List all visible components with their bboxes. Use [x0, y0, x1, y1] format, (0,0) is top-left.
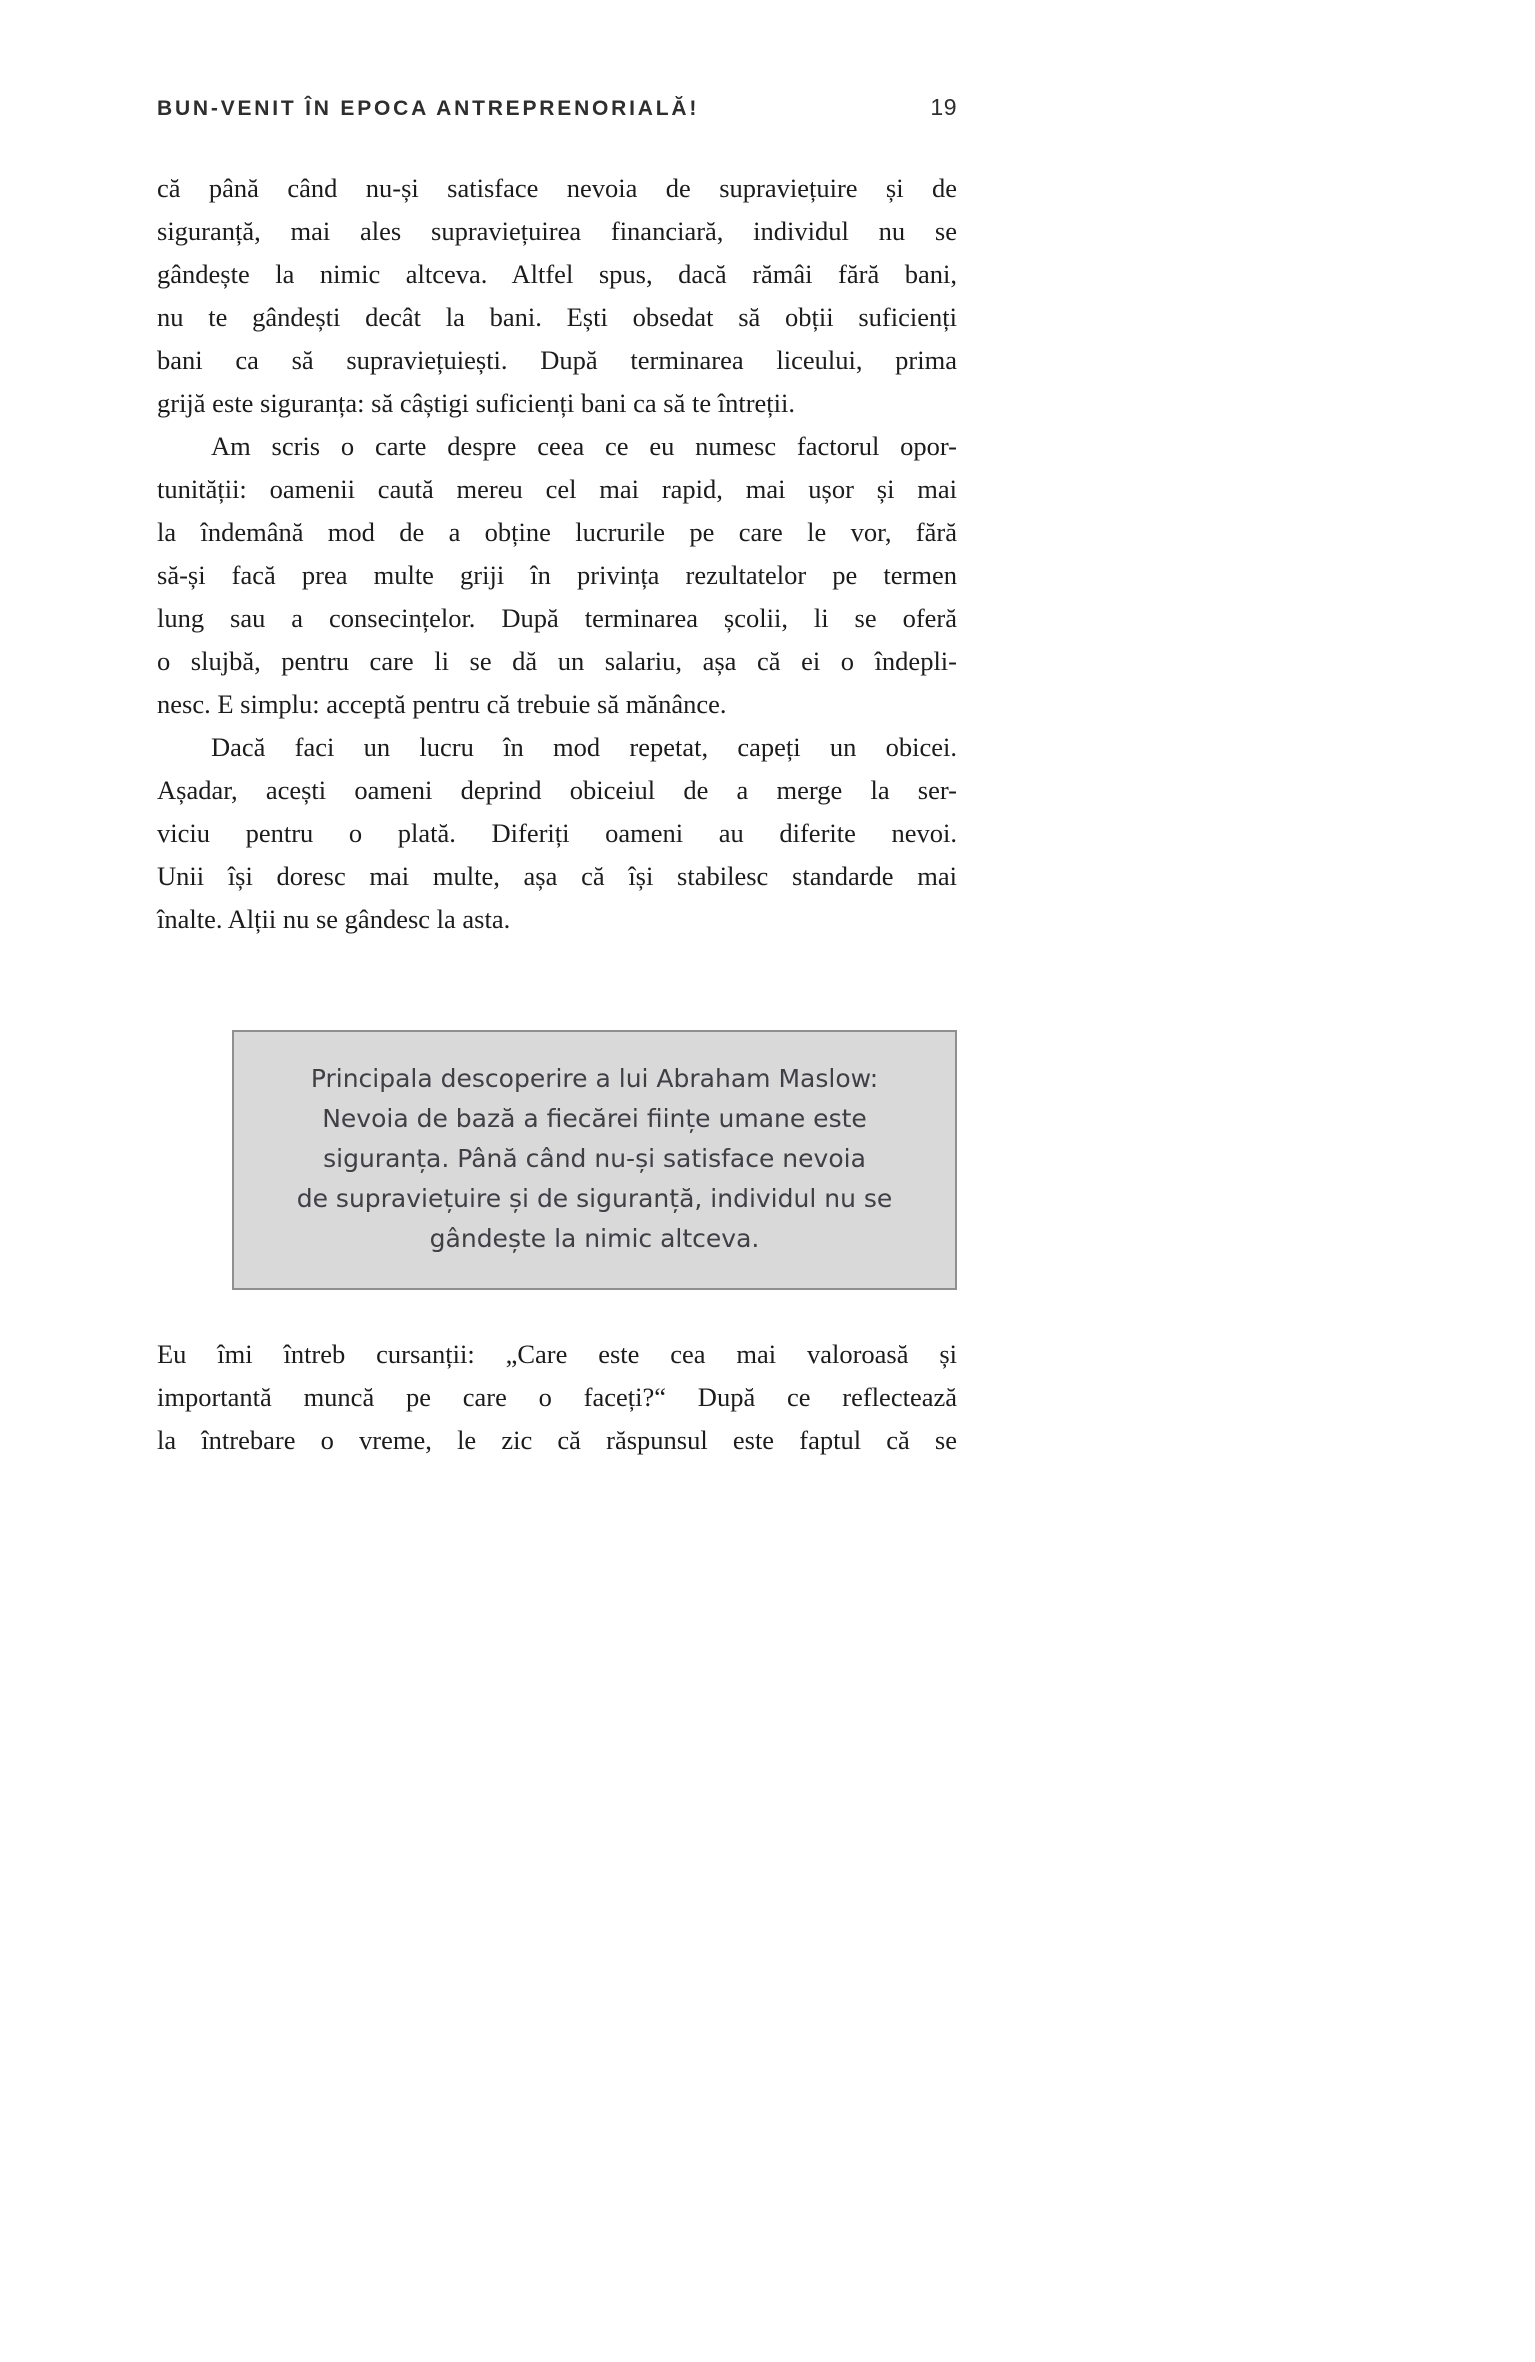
text-line: că până când nu-și satisface nevoia de supraviețuire și de [157, 173, 957, 203]
text-line: nesc. E simplu: acceptă pentru că trebuie să mănânce. [157, 689, 727, 719]
text-line: o slujbă, pentru care li se dă un salariu, așa că ei o îndepli- [157, 646, 957, 676]
closing-paragraph [157, 1333, 957, 1462]
text-line: Dacă faci un lucru în mod repetat, capeți un obicei. [211, 732, 957, 762]
body-text [157, 167, 957, 941]
text-line: de supraviețuire și de siguranță, individul nu se [296, 1184, 893, 1213]
text-line: grijă este siguranța: să câștigi suficienți bani ca să te întreții. [157, 388, 795, 418]
text-line: bani ca să supraviețuiești. După terminarea liceului, prima [157, 345, 957, 375]
text-line: viciu pentru o plată. Diferiți oameni au diferite nevoi. [157, 818, 957, 848]
text-line: siguranță, mai ales supraviețuirea financiară, individul nu se [157, 216, 957, 246]
text-line: siguranța. Până când nu-și satisface nevoia [323, 1144, 866, 1173]
text-line: la întrebare o vreme, le zic că răspunsul este faptul că se [157, 1425, 957, 1455]
text-line: la îndemână mod de a obține lucrurile pe care le vor, fără [157, 517, 957, 547]
paragraph-1 [157, 167, 957, 425]
callout-box [232, 1030, 957, 1290]
text-line: lung sau a consecințelor. După terminarea școlii, li se oferă [157, 603, 957, 633]
running-title: BUN-VENIT ÎN EPOCA ANTREPRENORIALĂ! [157, 97, 700, 120]
text-line: gândește la nimic altceva. Altfel spus, dacă rămâi fără bani, [157, 259, 957, 289]
text-line: să-și facă prea multe griji în privința rezultatelor pe termen [157, 560, 957, 590]
text-line: tunității: oamenii caută mereu cel mai rapid, mai ușor și mai [157, 474, 957, 504]
paragraph-2 [157, 425, 957, 726]
text-line: Așadar, acești oameni deprind obiceiul de a merge la ser- [157, 775, 957, 805]
text-line: nu te gândești decât la bani. Ești obsedat să obții suficienți [157, 302, 957, 332]
page-number: 19 [930, 94, 957, 120]
text-line: importantă muncă pe care o faceți?“ După ce reflectează [157, 1382, 957, 1412]
text-line: Principala descoperire a lui Abraham Maslow: [310, 1064, 879, 1093]
paragraph-3 [157, 726, 957, 941]
text-line: Am scris o carte despre ceea ce eu numesc factorul opor- [211, 431, 957, 461]
text-line: Eu îmi întreb cursanții: „Care este cea mai valoroasă și [157, 1339, 957, 1369]
text-line: înalte. Alții nu se gândesc la asta. [157, 904, 511, 934]
text-line: Nevoia de bază a fiecărei ființe umane este [322, 1104, 867, 1133]
text-line: gândește la nimic altceva. [429, 1224, 760, 1253]
text-line: Unii își doresc mai multe, așa că își stabilesc standarde mai [157, 861, 957, 891]
page-header [157, 94, 957, 121]
